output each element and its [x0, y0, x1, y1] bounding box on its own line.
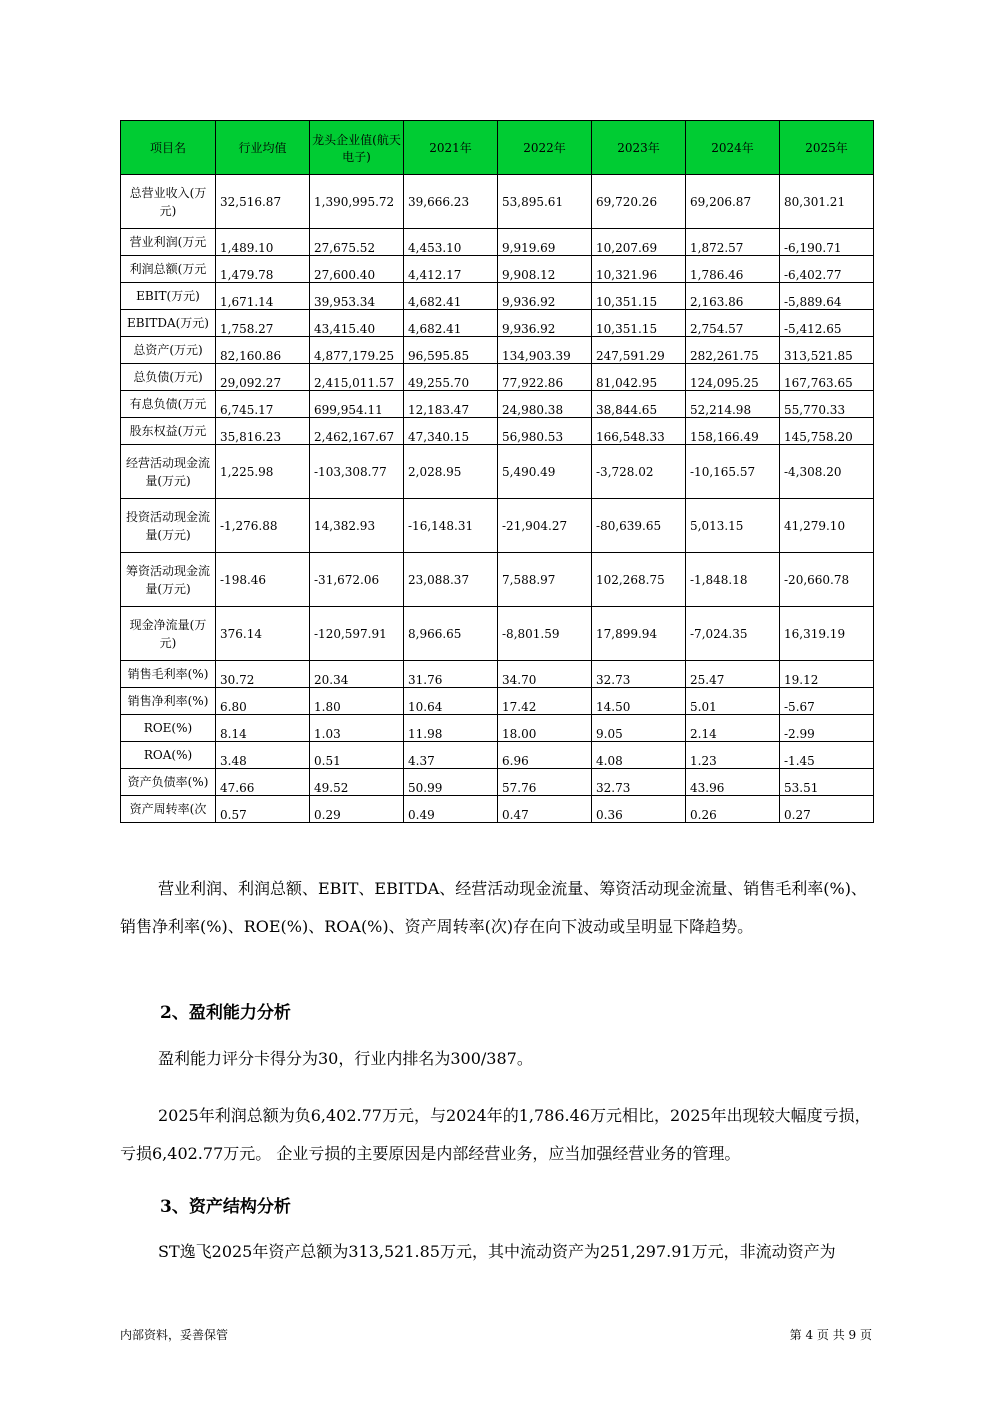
table-row: [121, 391, 874, 418]
table-cell: 49,255.70: [404, 364, 498, 391]
table-cell: -7,024.35: [686, 607, 780, 661]
table-cell: 4,682.41: [404, 310, 498, 337]
row-label: 总营业收入(万元): [121, 175, 216, 229]
table-cell: 313,521.85: [780, 337, 874, 364]
table-cell: 4,877,179.25: [310, 337, 404, 364]
column-header: 2024年: [686, 121, 780, 175]
table-cell: 9,936.92: [498, 310, 592, 337]
table-row: [121, 769, 874, 796]
table-row: [121, 229, 874, 256]
table-cell: 8.14: [216, 715, 310, 742]
row-label: 营业利润(万元: [121, 229, 216, 256]
table-cell: 43.96: [686, 769, 780, 796]
profit-loss-paragraph: 2025年利润总额为负6,402.77万元，与2024年的1,786.46万元相比，2025年出现较大幅度亏损，亏损6,402.77万元。 企业亏损的主要原因是内部经营业务，应当加强经营业务的管理。: [120, 1106, 871, 1163]
table-cell: 0.47: [498, 796, 592, 823]
table-cell: -31,672.06: [310, 553, 404, 607]
table-cell: -1,276.88: [216, 499, 310, 553]
table-cell: 80,301.21: [780, 175, 874, 229]
table-cell: -21,904.27: [498, 499, 592, 553]
table-cell: 27,675.52: [310, 229, 404, 256]
row-label: 销售毛利率(%): [121, 661, 216, 688]
row-label: EBITDA(万元): [121, 310, 216, 337]
table-cell: 2,462,167.67: [310, 418, 404, 445]
row-label: 资产周转率(次: [121, 796, 216, 823]
table-row: [121, 337, 874, 364]
table-cell: 1,671.14: [216, 283, 310, 310]
table-row: [121, 796, 874, 823]
table-row: [121, 688, 874, 715]
table-cell: 20.34: [310, 661, 404, 688]
table-cell: 24,980.38: [498, 391, 592, 418]
table-cell: 32.73: [592, 661, 686, 688]
table-cell: -6,402.77: [780, 256, 874, 283]
column-header: 2022年: [498, 121, 592, 175]
table-cell: 10,207.69: [592, 229, 686, 256]
table-cell: 8,966.65: [404, 607, 498, 661]
table-cell: 38,844.65: [592, 391, 686, 418]
table-cell: 1,758.27: [216, 310, 310, 337]
table-cell: -80,639.65: [592, 499, 686, 553]
row-label: 现金净流量(万元): [121, 607, 216, 661]
table-cell: 2,415,011.57: [310, 364, 404, 391]
table-cell: 1.23: [686, 742, 780, 769]
table-cell: 47,340.15: [404, 418, 498, 445]
table-cell: 10.64: [404, 688, 498, 715]
table-cell: 9.05: [592, 715, 686, 742]
table-cell: 166,548.33: [592, 418, 686, 445]
table-cell: 124,095.25: [686, 364, 780, 391]
table-cell: 2,754.57: [686, 310, 780, 337]
table-cell: 3.48: [216, 742, 310, 769]
table-cell: 0.26: [686, 796, 780, 823]
table-cell: 2,028.95: [404, 445, 498, 499]
table-cell: 69,720.26: [592, 175, 686, 229]
table-cell: -4,308.20: [780, 445, 874, 499]
table-cell: -5.67: [780, 688, 874, 715]
table-cell: 0.57: [216, 796, 310, 823]
table-cell: 77,922.86: [498, 364, 592, 391]
table-cell: 1.80: [310, 688, 404, 715]
table-cell: -198.46: [216, 553, 310, 607]
table-cell: 0.29: [310, 796, 404, 823]
row-label: 利润总额(万元: [121, 256, 216, 283]
table-cell: 50.99: [404, 769, 498, 796]
table-cell: -2.99: [780, 715, 874, 742]
table-cell: 6.80: [216, 688, 310, 715]
table-cell: 0.51: [310, 742, 404, 769]
table-cell: -120,597.91: [310, 607, 404, 661]
section-heading-asset-structure: 3、资产结构分析: [160, 1197, 291, 1217]
table-row: [121, 364, 874, 391]
table-cell: 167,763.65: [780, 364, 874, 391]
table-cell: 57.76: [498, 769, 592, 796]
row-label: 总负债(万元): [121, 364, 216, 391]
asset-structure-paragraph: ST逸飞2025年资产总额为313,521.85万元，其中流动资产为251,297.91万元，非流动资产为: [158, 1242, 836, 1261]
table-cell: 14.50: [592, 688, 686, 715]
table-cell: 2,163.86: [686, 283, 780, 310]
row-label: ROA(%): [121, 742, 216, 769]
table-cell: 0.36: [592, 796, 686, 823]
table-cell: 10,321.96: [592, 256, 686, 283]
table-cell: 43,415.40: [310, 310, 404, 337]
table-cell: 145,758.20: [780, 418, 874, 445]
column-header: 2021年: [404, 121, 498, 175]
table-cell: 53,895.61: [498, 175, 592, 229]
table-cell: 11.98: [404, 715, 498, 742]
row-label: 经营活动现金流量(万元): [121, 445, 216, 499]
table-cell: 56,980.53: [498, 418, 592, 445]
table-cell: -5,412.65: [780, 310, 874, 337]
table-cell: -3,728.02: [592, 445, 686, 499]
table-row: [121, 742, 874, 769]
table-row: [121, 553, 874, 607]
summary-paragraph: 营业利润、利润总额、EBIT、EBITDA、经营活动现金流量、筹资活动现金流量、销售毛利率(%)、销售净利率(%)、ROE(%)、ROA(%)、资产周转率(次)存在向下波动或呈明显下降趋势。: [120, 879, 867, 936]
row-label: 股东权益(万元: [121, 418, 216, 445]
table-cell: 9,908.12: [498, 256, 592, 283]
table-row: [121, 445, 874, 499]
table-row: [121, 715, 874, 742]
table-cell: 81,042.95: [592, 364, 686, 391]
table-cell: 4,453.10: [404, 229, 498, 256]
table-cell: 5,013.15: [686, 499, 780, 553]
table-cell: 55,770.33: [780, 391, 874, 418]
table-cell: 4.08: [592, 742, 686, 769]
table-cell: 82,160.86: [216, 337, 310, 364]
table-cell: 6,745.17: [216, 391, 310, 418]
table-cell: 102,268.75: [592, 553, 686, 607]
table-cell: 4.37: [404, 742, 498, 769]
table-cell: 0.27: [780, 796, 874, 823]
row-label: 有息负债(万元: [121, 391, 216, 418]
table-cell: -20,660.78: [780, 553, 874, 607]
financial-table: [120, 120, 874, 823]
table-cell: 4,412.17: [404, 256, 498, 283]
table-row: [121, 310, 874, 337]
row-label: 销售净利率(%): [121, 688, 216, 715]
column-header: 龙头企业值(航天电子): [310, 121, 404, 175]
footer-confidential-note: 内部资料，妥善保管: [120, 1328, 229, 1342]
table-cell: 282,261.75: [686, 337, 780, 364]
table-row: [121, 607, 874, 661]
table-cell: 10,351.15: [592, 310, 686, 337]
row-label: 投资活动现金流量(万元): [121, 499, 216, 553]
table-cell: -103,308.77: [310, 445, 404, 499]
table-row: [121, 175, 874, 229]
row-label: ROE(%): [121, 715, 216, 742]
table-cell: 158,166.49: [686, 418, 780, 445]
table-cell: 14,382.93: [310, 499, 404, 553]
table-cell: 1,872.57: [686, 229, 780, 256]
table-cell: 699,954.11: [310, 391, 404, 418]
table-cell: 47.66: [216, 769, 310, 796]
column-header: 2025年: [780, 121, 874, 175]
table-cell: 9,919.69: [498, 229, 592, 256]
table-cell: 16,319.19: [780, 607, 874, 661]
table-cell: -1.45: [780, 742, 874, 769]
table-cell: 96,595.85: [404, 337, 498, 364]
table-row: [121, 418, 874, 445]
table-cell: 7,588.97: [498, 553, 592, 607]
table-cell: 376.14: [216, 607, 310, 661]
table-cell: 1,390,995.72: [310, 175, 404, 229]
table-cell: 2.14: [686, 715, 780, 742]
table-cell: 18.00: [498, 715, 592, 742]
table-cell: 23,088.37: [404, 553, 498, 607]
table-cell: -6,190.71: [780, 229, 874, 256]
table-cell: 29,092.27: [216, 364, 310, 391]
table-cell: 27,600.40: [310, 256, 404, 283]
table-cell: 19.12: [780, 661, 874, 688]
table-cell: 1.03: [310, 715, 404, 742]
profitability-score-paragraph: 盈利能力评分卡得分为30，行业内排名为300/387。: [158, 1049, 533, 1068]
table-cell: -16,148.31: [404, 499, 498, 553]
table-cell: 6.96: [498, 742, 592, 769]
table-cell: 1,786.46: [686, 256, 780, 283]
table-row: [121, 283, 874, 310]
table-row: [121, 499, 874, 553]
table-cell: 12,183.47: [404, 391, 498, 418]
table-cell: 53.51: [780, 769, 874, 796]
table-cell: 5.01: [686, 688, 780, 715]
row-label: 资产负债率(%): [121, 769, 216, 796]
table-cell: 1,225.98: [216, 445, 310, 499]
table-cell: 52,214.98: [686, 391, 780, 418]
table-cell: 32,516.87: [216, 175, 310, 229]
table-cell: 25.47: [686, 661, 780, 688]
section-heading-profitability: 2、盈利能力分析: [160, 1003, 291, 1023]
table-cell: 35,816.23: [216, 418, 310, 445]
table-cell: 17.42: [498, 688, 592, 715]
table-cell: 9,936.92: [498, 283, 592, 310]
table-cell: -10,165.57: [686, 445, 780, 499]
table-cell: 39,666.23: [404, 175, 498, 229]
table-cell: 34.70: [498, 661, 592, 688]
table-cell: -8,801.59: [498, 607, 592, 661]
column-header: 项目名: [121, 121, 216, 175]
table-cell: 5,490.49: [498, 445, 592, 499]
table-cell: 49.52: [310, 769, 404, 796]
table-row: [121, 256, 874, 283]
row-label: 总资产(万元): [121, 337, 216, 364]
table-cell: 17,899.94: [592, 607, 686, 661]
table-cell: 10,351.15: [592, 283, 686, 310]
table-cell: 32.73: [592, 769, 686, 796]
table-cell: 0.49: [404, 796, 498, 823]
column-header: 行业均值: [216, 121, 310, 175]
column-header: 2023年: [592, 121, 686, 175]
table-cell: 134,903.39: [498, 337, 592, 364]
table-cell: 30.72: [216, 661, 310, 688]
table-cell: 39,953.34: [310, 283, 404, 310]
table-cell: 1,489.10: [216, 229, 310, 256]
table-cell: -1,848.18: [686, 553, 780, 607]
table-cell: -5,889.64: [780, 283, 874, 310]
footer-page-number: 第 4 页 共 9 页: [789, 1328, 872, 1342]
table-cell: 41,279.10: [780, 499, 874, 553]
table-cell: 31.76: [404, 661, 498, 688]
table-cell: 247,591.29: [592, 337, 686, 364]
table-row: [121, 661, 874, 688]
row-label: 筹资活动现金流量(万元): [121, 553, 216, 607]
table-header-row: [121, 121, 874, 175]
row-label: EBIT(万元): [121, 283, 216, 310]
table-cell: 69,206.87: [686, 175, 780, 229]
table-cell: 1,479.78: [216, 256, 310, 283]
table-cell: 4,682.41: [404, 283, 498, 310]
